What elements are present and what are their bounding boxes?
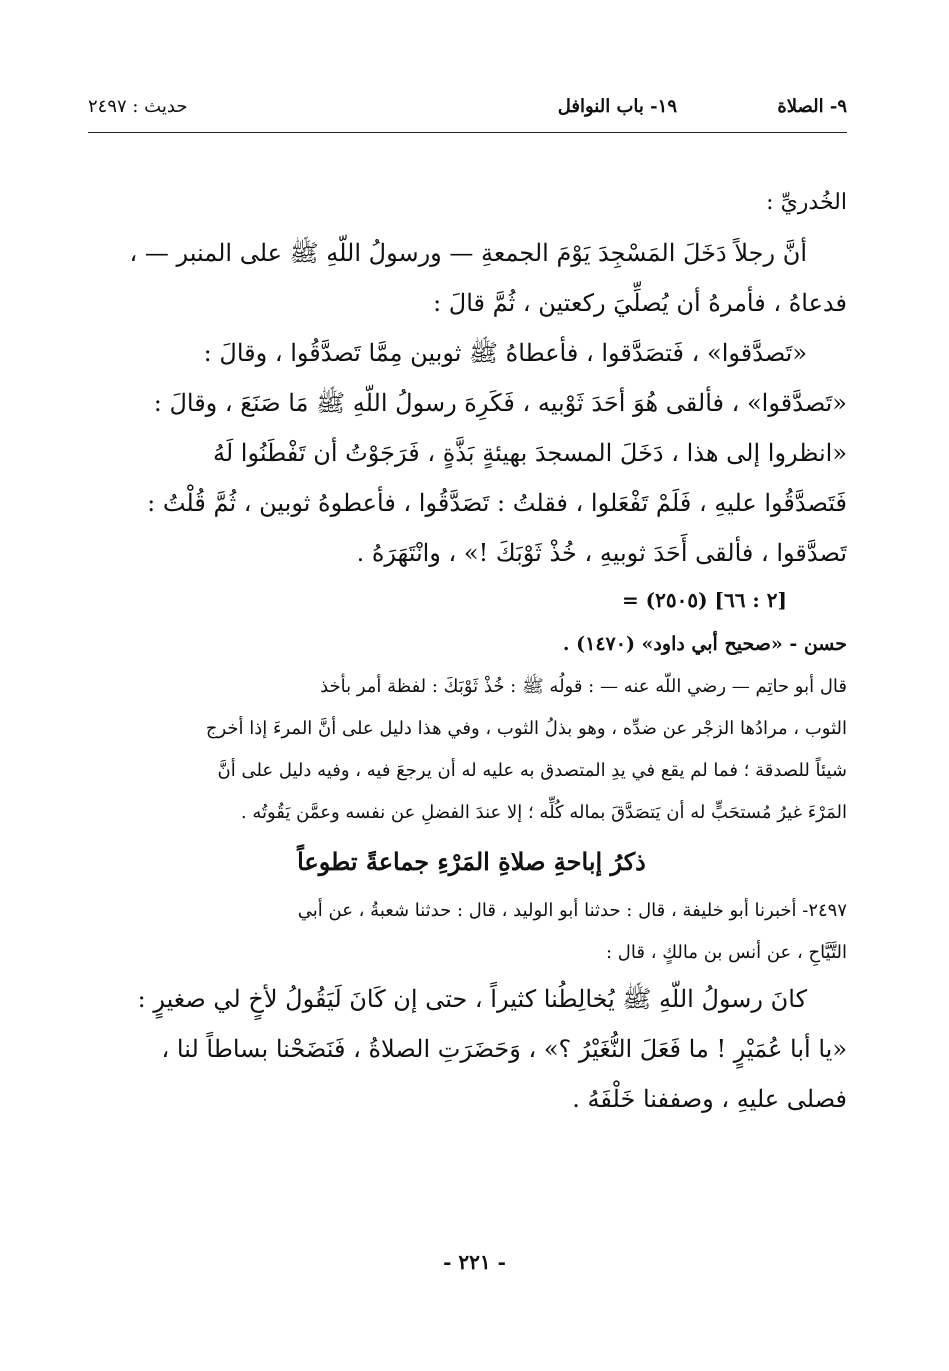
hadith-grade: حسن - «صحيح أبي داود» (١٤٧٠) .	[562, 633, 847, 655]
hadith-text-line: «يا أبا عُمَيْرٍ ! ما فَعَلَ النُّغَيْرُ ؟» ، وَحَضَرَتِ الصلاةُ ، فَنَضَحْنا بساطاً لنا ،	[161, 1035, 847, 1063]
page-content	[96, 178, 847, 1124]
hadith-text-line: أنَّ رجلاً دَخَلَ المَسْجِدَ يَوْمَ الجمعةِ — ورسولُ اللّهِ ﷺ على المنبر — ،	[129, 239, 807, 267]
hadith-text-line: فَتَصدَّقُوا عليهِ ، فَلَمْ تَفْعَلوا ، فقلتُ : تَصَدَّقُوا ، فأعطوهُ ثوبين ، ثُمَّ قُلْتُ :	[147, 489, 847, 517]
hadith-text-line: «تَصدَّقوا» ، فَتصَدَّقوا ، فأعطاهُ ﷺ ثوبين مِمَّا تَصدَّقُوا ، وقالَ :	[203, 339, 807, 367]
header-hadith-number: حديث : ٢٤٩٧	[88, 96, 188, 117]
hadith-reference: = (٢٥٠٥) [٢ : ٦٦]	[621, 588, 787, 612]
hadith-text-line: «تَصدَّقوا» ، فألقى هُوَ أحَدَ ثَوْبيه ، فَكَرِهَ رسولُ اللّهِ ﷺ مَا صَنَعَ ، وقالَ :	[153, 389, 847, 417]
hadith-text-line: «انظروا إلى هذا ، دَخَلَ المسجدَ بهيئةٍ بَذَّةٍ ، فَرَجَوْتُ أن تَفْطَنُوا لَهُ	[213, 439, 847, 467]
hadith-text-line: فصلى عليهِ ، وصففنا خَلْفَهُ .	[572, 1085, 847, 1113]
text-line: الخُدريِّ :	[766, 190, 847, 215]
hadith-text-line: فدعاهُ ، فأمرهُ أن يُصلِّيَ ركعتين ، ثُمَّ قالَ :	[433, 289, 847, 317]
commentary-line: المَرْءَ غيرُ مُستحَبٍّ له أن يَتصَدَّقَ بماله كُلِّه ؛ إلا عندَ الفضلِ عن نفسه وعمَّن يَقُوتُه .	[240, 802, 847, 823]
page-number: - ٢٢١ -	[443, 1250, 506, 1274]
isnad-line: التَّيَّاحِ ، عن أنس بن مالكٍ ، قال :	[606, 942, 847, 963]
commentary-line: شيئاً للصدقة ؛ فما لم يقع في يدِ المتصدق به عليه له أن يرجعَ فيه ، وفيه دليل على أنَّ	[217, 760, 847, 781]
header-chapter: ٩- الصلاة	[777, 96, 847, 117]
section-heading: ذكرُ إباحةِ صلاةِ المَرْءِ جماعةً تطوعاً	[297, 847, 646, 876]
hadith-text-line: تَصدَّقوا ، فألقى أَحَدَ ثوبيهِ ، خُذْ ثَوْبَكَ !» ، وانْتَهَرَهُ .	[356, 539, 847, 567]
commentary-line: قال أبو حاتِم — رضي اللّه عنه — : قولُه ﷺ : خُذْ ثَوْبَكَ : لفظة أمر بأخذ	[320, 676, 847, 697]
hadith-text-line: كانَ رسولُ اللّهِ ﷺ يُخالِطُنا كثيراً ، حتى إن كَانَ لَيَقُولُ لأخٍ لي صغيرٍ :	[137, 985, 807, 1013]
header-section: ١٩- باب النوافل	[557, 96, 677, 117]
isnad-line: ٢٤٩٧- أخبرنا أبو خليفة ، قال : حدثنا أبو الوليد ، قال : حدثنا شعبةُ ، عن أبي	[297, 900, 847, 921]
commentary-line: الثوب ، مرادُها الزجْر عن ضدِّه ، وهو بذلُ الثوب ، وفي هذا دليل على أنَّ المرءَ إذا أخرج	[205, 718, 847, 739]
running-header	[88, 92, 847, 133]
